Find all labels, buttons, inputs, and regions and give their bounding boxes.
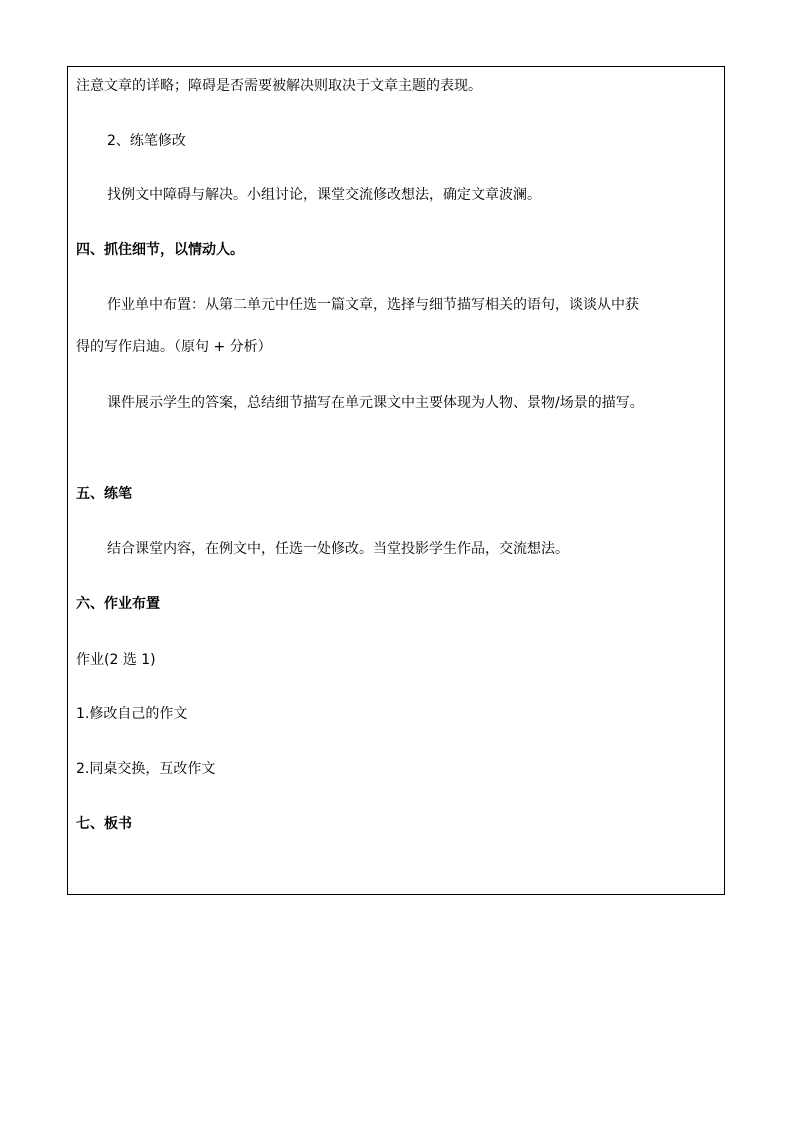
heading-section-six: 六、作业布置	[76, 596, 160, 612]
heading-section-seven: 七、板书	[76, 816, 132, 832]
subheading-practice-revision: 2、练笔修改	[107, 133, 186, 149]
paragraph-practice-writing: 结合课堂内容，在例文中，任选一处修改。当堂投影学生作品，交流想法。	[107, 541, 569, 557]
paragraph-homework-choice: 作业(2 选 1)	[76, 652, 156, 668]
list-item-peer-review: 2.同桌交换，互改作文	[76, 761, 216, 777]
paragraph-homework-assignment-continued: 得的写作启迪。（原句 + 分析）	[76, 339, 272, 355]
list-item-revise-own-essay: 1.修改自己的作文	[76, 706, 188, 722]
paragraph-homework-assignment: 作业单中布置：从第二单元中任选一篇文章，选择与细节描写相关的语句，谈谈从中获	[107, 297, 639, 313]
heading-section-five: 五、练笔	[76, 486, 132, 502]
paragraph-courseware-display: 课件展示学生的答案，总结细节描写在单元课文中主要体现为人物、景物/场景的描写。	[107, 395, 644, 411]
heading-section-four: 四、抓住细节，以情动人。	[76, 242, 244, 258]
paragraph-detail-note: 注意文章的详略；障碍是否需要被解决则取决于文章主题的表现。	[76, 78, 482, 94]
paragraph-find-obstacles: 找例文中障碍与解决。小组讨论，课堂交流修改想法，确定文章波澜。	[107, 187, 541, 203]
